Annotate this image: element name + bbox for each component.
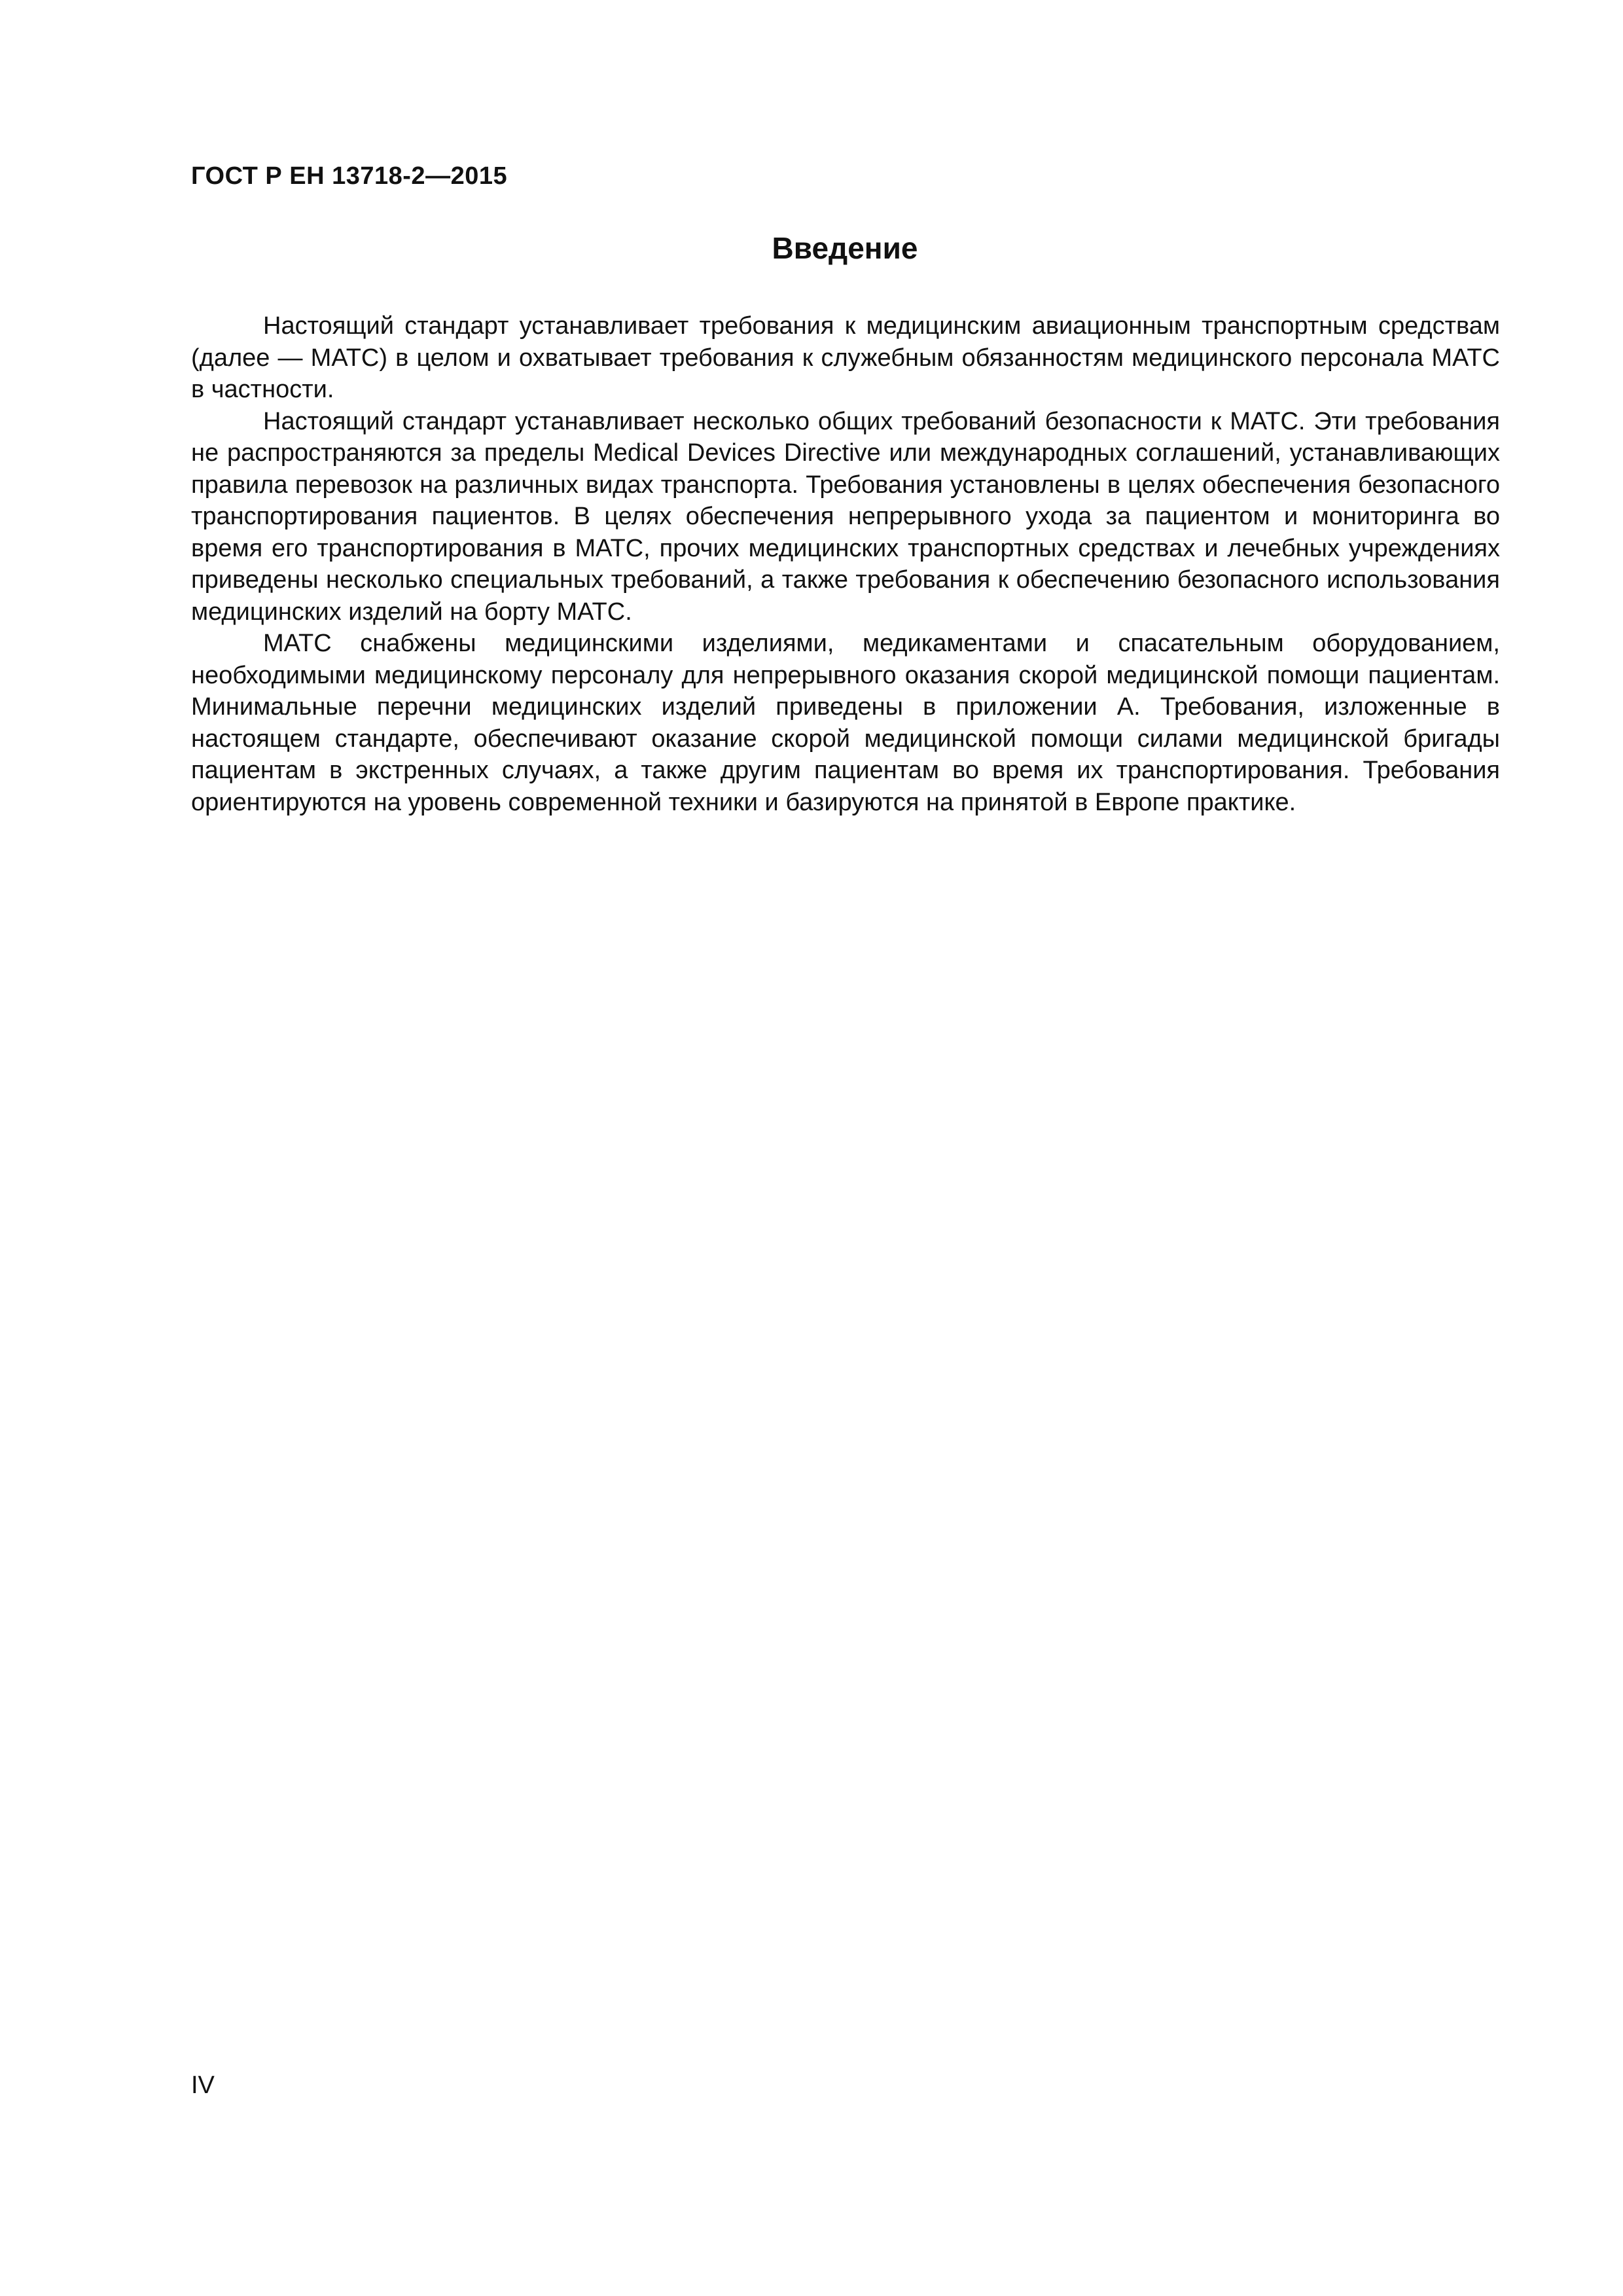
paragraph: МАТС снабжены медицинскими изделиями, медикаментами и спасательным оборудованием, необходимыми медицинскому персоналу для непрерывного оказания скорой медицинской помощи пациентам. Минимальные перечни медицинских изделий приведены в приложении А. Требования, изложенные в настоящем стандарте, обеспечивают оказание скорой медицинской помощи силами медицинской бригады пациентам в экстренных случаях, а также другим пациентам во время их транспортирования. Требования ориентируются на уровень современной техники и базируются на принятой в Европе практике. [191, 630, 1500, 816]
section-title: Введение [772, 231, 918, 265]
page-number: IV [191, 2072, 215, 2099]
paragraph: Настоящий стандарт устанавливает требования к медицинским авиационным транспортным средствам (далее — МАТС) в целом и охватывает требования к служебным обязанностям медицинского персонала МАТС в частности. [191, 312, 1500, 403]
document-code-header: ГОСТ Р ЕН 13718-2—2015 [191, 162, 508, 190]
paragraph: Настоящий стандарт устанавливает несколько общих требований безопасности к МАТС. Эти требования не распространяются за пределы Medical Devices Directive или международных соглашений, устанавливающих правила перевозок на различных видах транспорта. Требования установлены в целях обеспечения безопасного транспортирования пациентов. В целях обеспечения непрерывного ухода за пациентом и мониторинга во время его транспортирования в МАТС, прочих медицинских транспортных средствах и лечебных учреждениях приведены несколько специальных требований, а также требования к обеспечению безопасного использования медицинских изделий на борту МАТС. [191, 407, 1500, 626]
body-text [191, 310, 1500, 818]
